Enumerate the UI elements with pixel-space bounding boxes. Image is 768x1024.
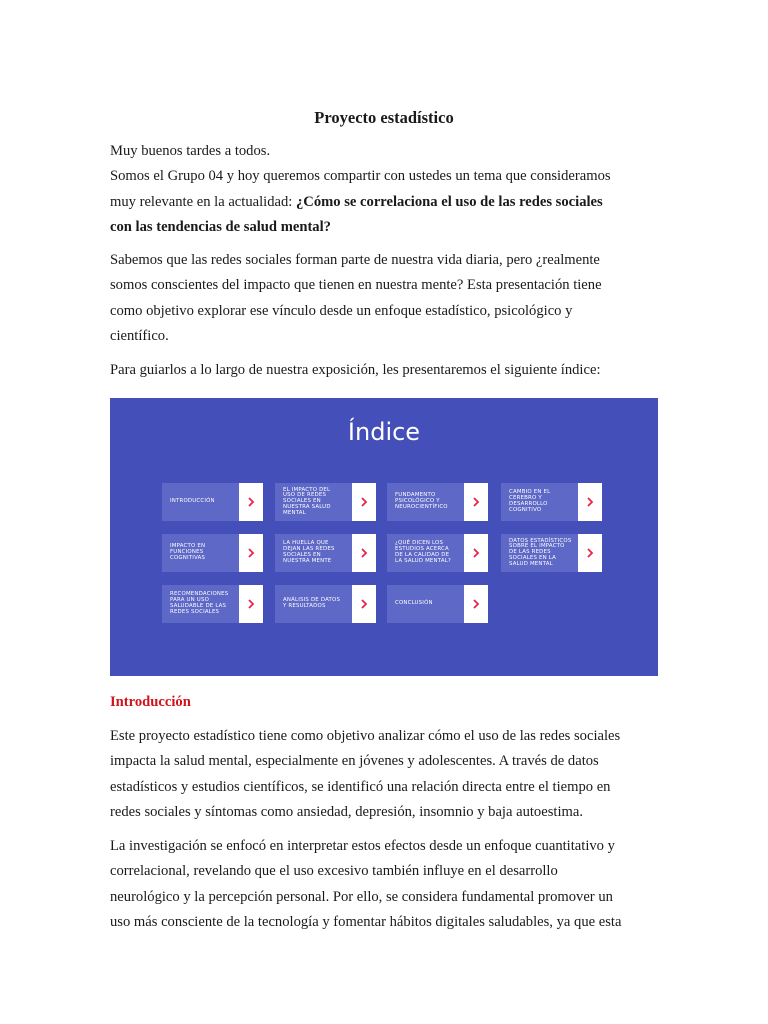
- index-card-label-line: SOCIALES EN: [283, 552, 321, 558]
- chevron-right-icon[interactable]: [239, 534, 263, 572]
- chevron-right-icon[interactable]: [239, 483, 263, 521]
- index-card-label-line: Y RESULTADOS: [283, 603, 326, 609]
- index-card-label-line: SOCIALES EN LA: [509, 554, 557, 561]
- intro-line-1: Somos el Grupo 04 y hoy queremos compartir con ustedes un tema que consideramos: [110, 168, 611, 185]
- index-card-label: [387, 534, 464, 572]
- index-card-label-line: PARA UN USO: [170, 597, 210, 604]
- index-card-label-line: DE LAS REDES: [509, 549, 551, 556]
- index-card[interactable]: [387, 534, 488, 572]
- index-card-label-line: SALUD MENTAL: [509, 560, 553, 567]
- paragraph-2-line: Sabemos que las redes sociales forman parte de nuestra vida diaria, pero ¿realmente: [110, 252, 600, 268]
- index-card-label: [501, 534, 578, 572]
- index-card-label-line: FUNDAMENTO: [395, 492, 436, 499]
- index-card-label-line: COGNITIVO: [509, 506, 542, 513]
- index-card[interactable]: [387, 483, 488, 521]
- index-card-label: [275, 585, 352, 623]
- intro-question-part-1: ¿Cómo se correlaciona el uso de las redes sociales: [296, 193, 603, 210]
- index-card-label: [162, 585, 239, 623]
- index-card-label-line: DE LA CALIDAD DE: [395, 552, 450, 558]
- index-card-label-line: INTRODUCCIÓN: [170, 498, 215, 505]
- index-card-label-line: PSICOLÓGICO Y: [395, 498, 440, 505]
- chevron-right-icon[interactable]: [352, 483, 376, 521]
- index-card[interactable]: [162, 534, 263, 572]
- index-card-label-line: MENTAL: [283, 509, 306, 516]
- index-card-label-line: ESTUDIOS ACERCA: [395, 546, 449, 553]
- index-card-label: [387, 483, 464, 521]
- index-card-label: [387, 585, 464, 623]
- index-card-label: [162, 534, 239, 572]
- document-title: Proyecto estadístico: [314, 108, 454, 127]
- index-card-label-line: NUESTRA SALUD: [283, 503, 331, 510]
- index-card-label-line: ¿QUÉ DICEN LOS: [395, 540, 444, 547]
- index-card-label-line: SOBRE EL IMPACTO: [509, 543, 565, 550]
- index-card-label: [275, 534, 352, 572]
- index-card-label-line: CONCLUSIÓN: [395, 600, 433, 607]
- index-card[interactable]: [162, 483, 263, 521]
- greeting-paragraph: [110, 139, 658, 240]
- section-heading-introduccion: Introducción: [110, 694, 191, 710]
- index-card-label-line: COGNITIVAS: [170, 554, 206, 561]
- index-card[interactable]: [501, 483, 602, 521]
- index-card-label: [162, 483, 239, 521]
- intro-question-part-2: con las tendencias de salud mental?: [110, 218, 331, 235]
- paragraph-2-line: científico.: [110, 327, 169, 344]
- paragraph-5-line: correlacional, revelando que el uso excesivo también influye en el desarrollo: [110, 863, 558, 880]
- index-card-label-line: SOCIALES EN: [283, 498, 321, 505]
- paragraph-4-line: redes sociales y síntomas como ansiedad, depresión, insomnio y baja autoestima.: [110, 803, 583, 820]
- index-card-label-line: CAMBIO EN EL: [509, 489, 551, 496]
- index-card-label-line: ANÁLISIS DE DATOS: [283, 597, 341, 604]
- chevron-right-icon[interactable]: [578, 534, 602, 572]
- index-card-label-line: DESARROLLO: [509, 501, 548, 507]
- index-card-label-line: USO DE REDES: [283, 492, 327, 499]
- greeting-line: Muy buenos tardes a todos.: [110, 143, 271, 159]
- paragraph-5-line: La investigación se enfocó en interpretar estos efectos desde un enfoque cuantitativo y: [110, 838, 615, 854]
- paragraph-3: Para guiarlos a lo largo de nuestra exposición, les presentaremos el siguiente índice:: [110, 362, 601, 378]
- index-card-label-line: RECOMENDACIONES: [170, 591, 229, 598]
- paragraph-2-line: como objetivo explorar ese vínculo desde un enfoque estadístico, psicológico y: [110, 302, 573, 319]
- chevron-right-icon[interactable]: [352, 534, 376, 572]
- index-card[interactable]: [387, 585, 488, 623]
- paragraph-2-line: somos conscientes del impacto que tienen en nuestra mente? Esta presentación tiene: [110, 277, 602, 294]
- paragraph-2: [110, 248, 658, 349]
- intro-line-2: [110, 190, 658, 215]
- chevron-right-icon[interactable]: [578, 483, 602, 521]
- index-card-label-line: FUNCIONES: [170, 549, 204, 556]
- index-image: [110, 398, 658, 676]
- index-title: Índice: [347, 418, 421, 446]
- paragraph-5-line: uso más consciente de la tecnología y fomentar hábitos digitales saludables, ya que esta: [110, 913, 622, 930]
- index-card[interactable]: [162, 585, 263, 623]
- index-card-label-line: DATOS ESTADÍSTICOS: [509, 537, 572, 544]
- index-card[interactable]: [275, 534, 376, 572]
- paragraph-5-line: neurológico y la percepción personal. Por ello, se considera fundamental promover un: [110, 888, 613, 905]
- index-card[interactable]: [501, 534, 602, 572]
- paragraph-4-line: estadísticos y estudios científicos, se identificó una relación directa entre el tiempo en: [110, 778, 611, 795]
- chevron-right-icon[interactable]: [239, 585, 263, 623]
- paragraph-5: [110, 834, 658, 935]
- index-card-label-line: REDES SOCIALES: [170, 608, 220, 615]
- index-card-label-line: EL IMPACTO DEL: [283, 486, 331, 493]
- index-card-label-line: NUESTRA MENTE: [283, 557, 332, 564]
- paragraph-4: [110, 724, 658, 825]
- index-card[interactable]: [275, 585, 376, 623]
- index-card-label-line: DEJAN LAS REDES: [283, 546, 335, 553]
- paragraph-4-line: Este proyecto estadístico tiene como objetivo analizar cómo el uso de las redes sociales: [110, 728, 621, 744]
- chevron-right-icon[interactable]: [464, 483, 488, 521]
- index-card-label-line: LA SALUD MENTAL?: [395, 557, 451, 564]
- index-card-label-line: NEUROCIENTÍFICO: [395, 503, 448, 510]
- index-card-label-line: SALUDABLE DE LAS: [170, 603, 227, 609]
- chevron-right-icon[interactable]: [464, 585, 488, 623]
- paragraph-4-line: impacta la salud mental, especialmente en jóvenes y adolescentes. A través de datos: [110, 753, 599, 770]
- index-card-label-line: IMPACTO EN: [170, 543, 206, 550]
- index-card-label: [275, 483, 352, 521]
- index-card-label-line: CEREBRO Y: [509, 495, 542, 502]
- index-card-label: [501, 483, 578, 521]
- intro-line-2-plain: muy relevante en la actualidad:: [110, 193, 296, 210]
- index-card[interactable]: [275, 483, 376, 521]
- chevron-right-icon[interactable]: [464, 534, 488, 572]
- index-card-label-line: LA HUELLA QUE: [283, 540, 329, 547]
- chevron-right-icon[interactable]: [352, 585, 376, 623]
